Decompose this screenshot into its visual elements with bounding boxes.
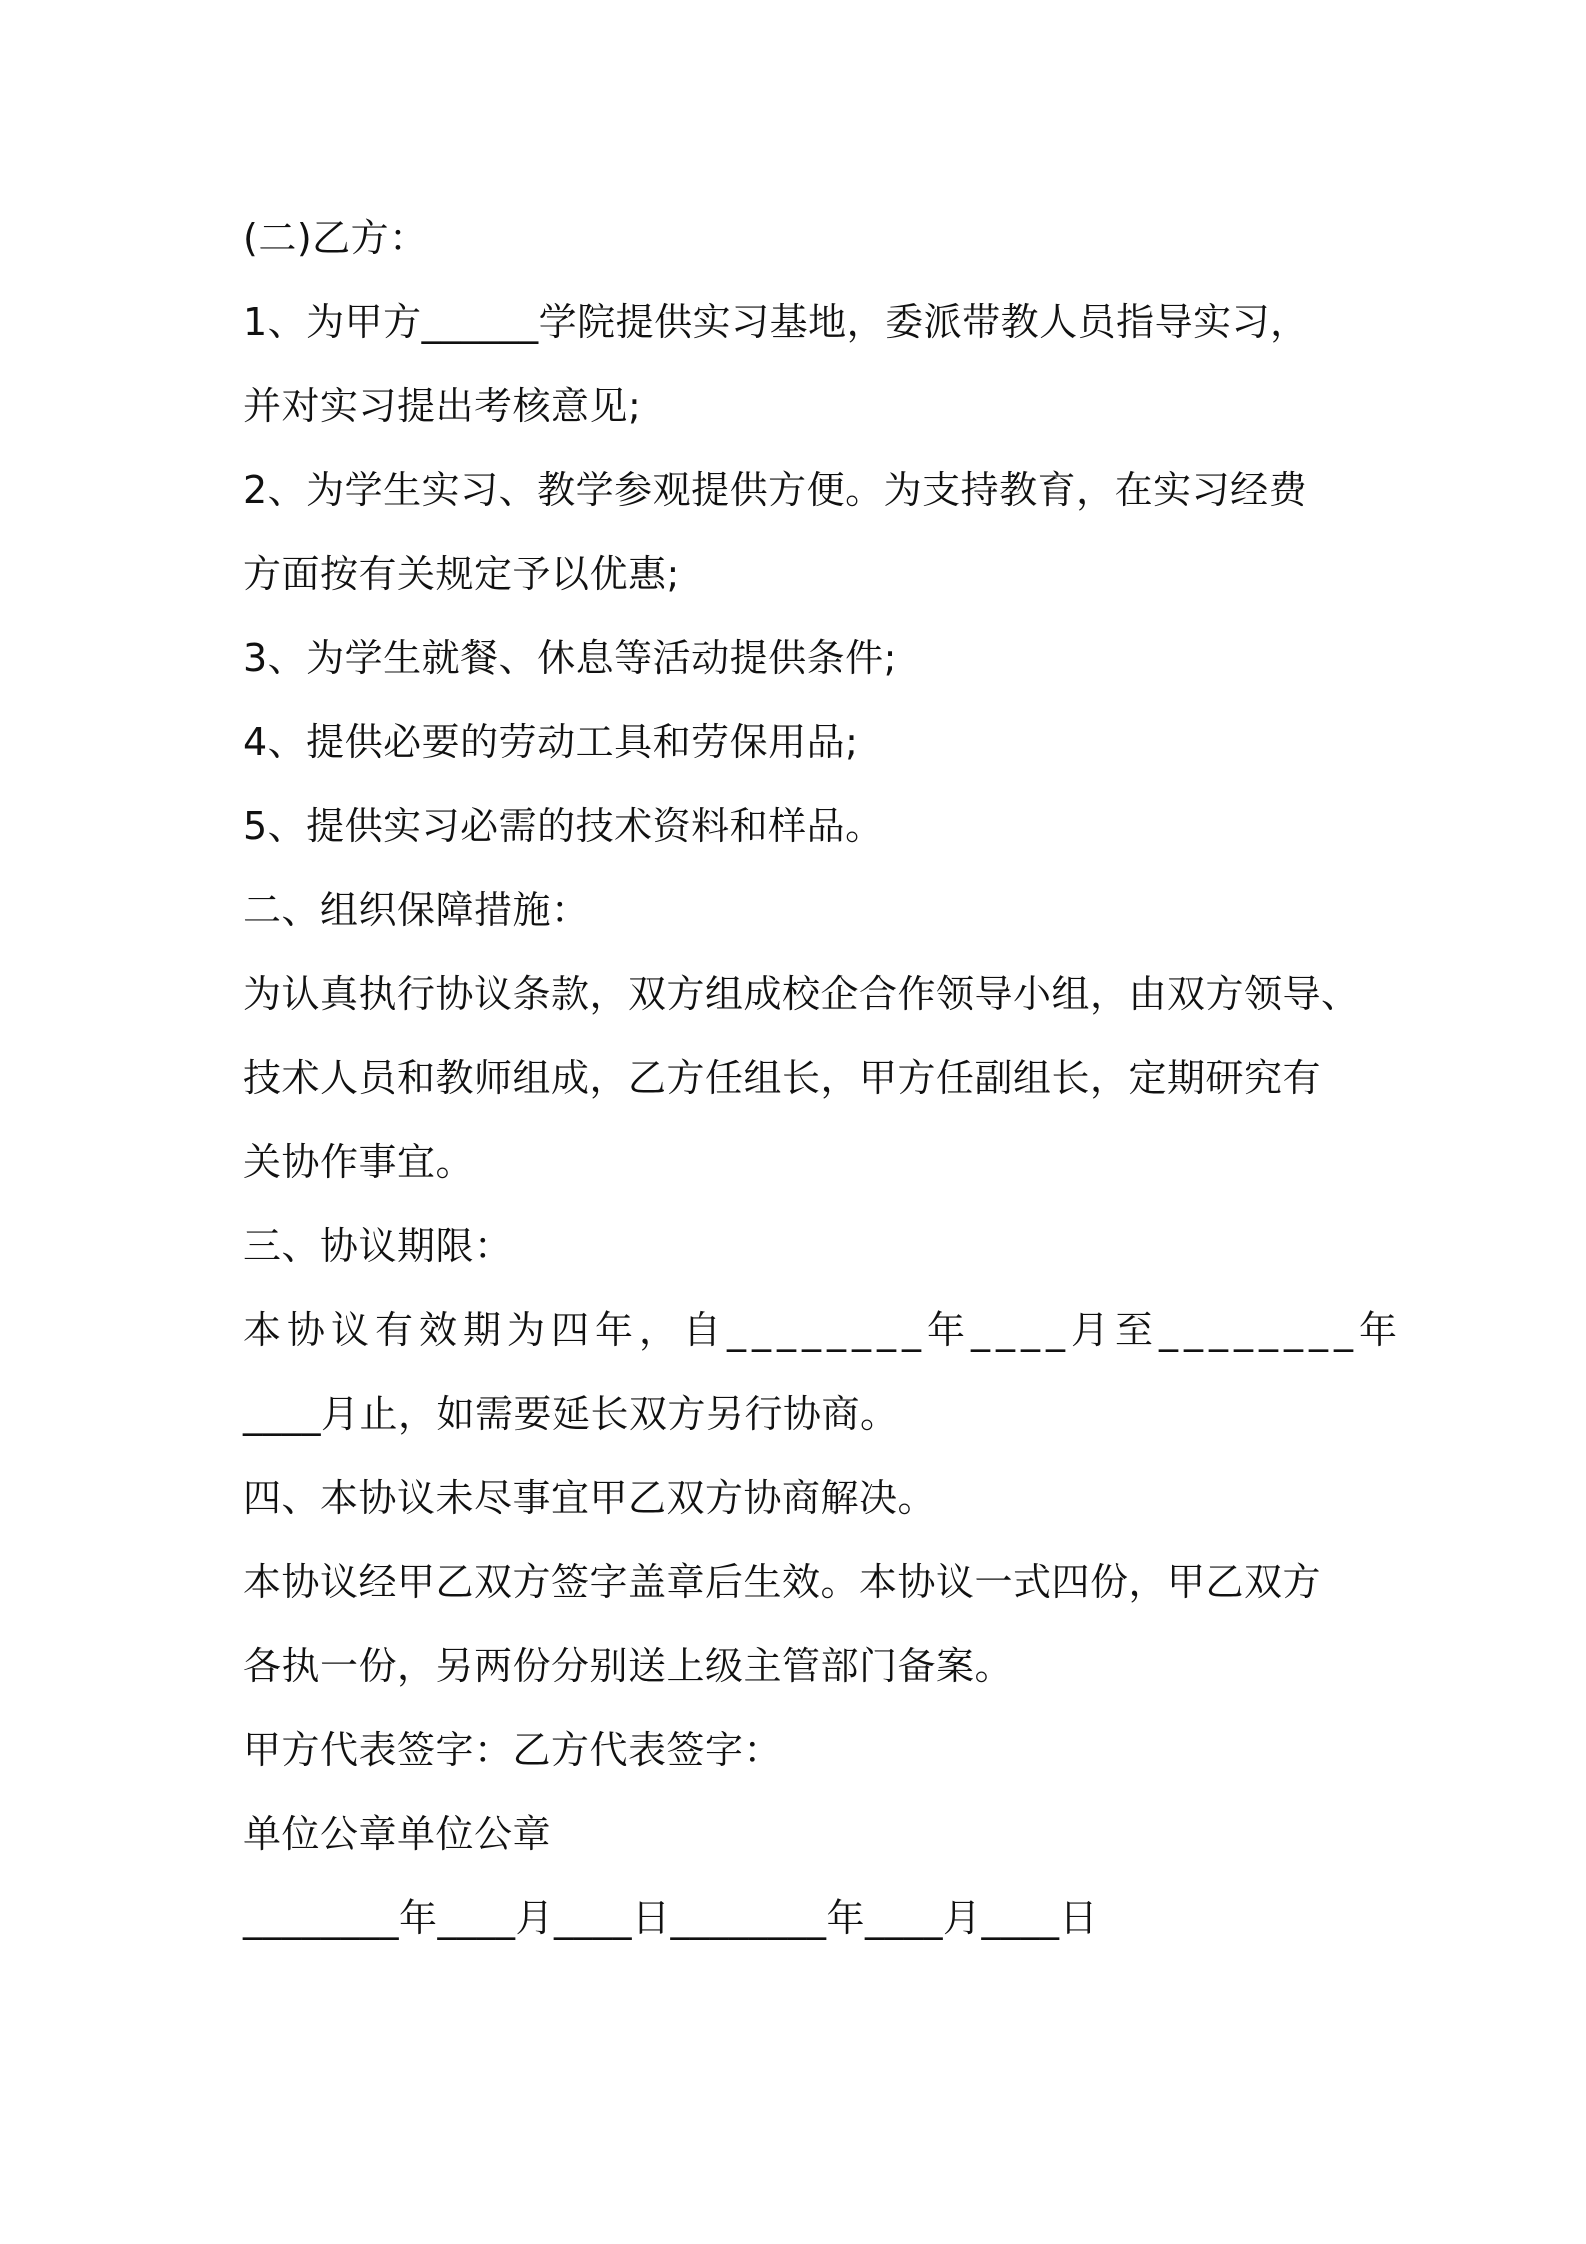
paragraph-line: 并对实习提出考核意见; [243,384,642,428]
paragraph-line: 3、为学生就餐、休息等活动提供条件; [243,636,897,680]
paragraph-line: 技术人员和教师组成，乙方任组长，甲方任副组长，定期研究有 [243,1056,1322,1100]
document-body [243,196,1404,1960]
paragraph-line: 方面按有关规定予以优惠; [243,552,680,596]
paragraph-line: 1、为甲方______学院提供实习基地，委派带教人员指导实习， [243,300,1309,344]
paragraph-line: 为认真执行协议条款，双方组成校企合作领导小组，由双方领导、 [243,972,1360,1016]
paragraph-line: ____月止，如需要延长双方另行协商。 [243,1392,899,1436]
paragraph-line: 本协议经甲乙双方签字盖章后生效。本协议一式四份，甲乙双方 [243,1560,1322,1604]
paragraph-line: 关协作事宜。 [243,1140,475,1184]
signature-labels: 甲方代表签字：乙方代表签字： [243,1728,783,1772]
paragraph-line: 本协议有效期为四年，自________年____月至________年 [243,1308,1404,1352]
paragraph-line: 4、提供必要的劳动工具和劳保用品; [243,720,859,764]
paragraph-line: 2、为学生实习、教学参观提供方便。为支持教育，在实习经费 [243,468,1308,512]
paragraph-line: 各执一份，另两份分别送上级主管部门备案。 [243,1644,1014,1688]
section-heading-term: 三、协议期限： [243,1224,513,1268]
paragraph-line: 5、提供实习必需的技术资料和样品。 [243,804,884,848]
seal-labels: 单位公章单位公章 [243,1812,552,1856]
date-fields: ________年____月____日________年____月____日 [243,1896,1099,1940]
section-heading-party-b: (二)乙方： [243,216,428,260]
section-heading-organization: 二、组织保障措施： [243,888,590,932]
section-heading-other-matters: 四、本协议未尽事宜甲乙双方协商解决。 [243,1476,937,1520]
